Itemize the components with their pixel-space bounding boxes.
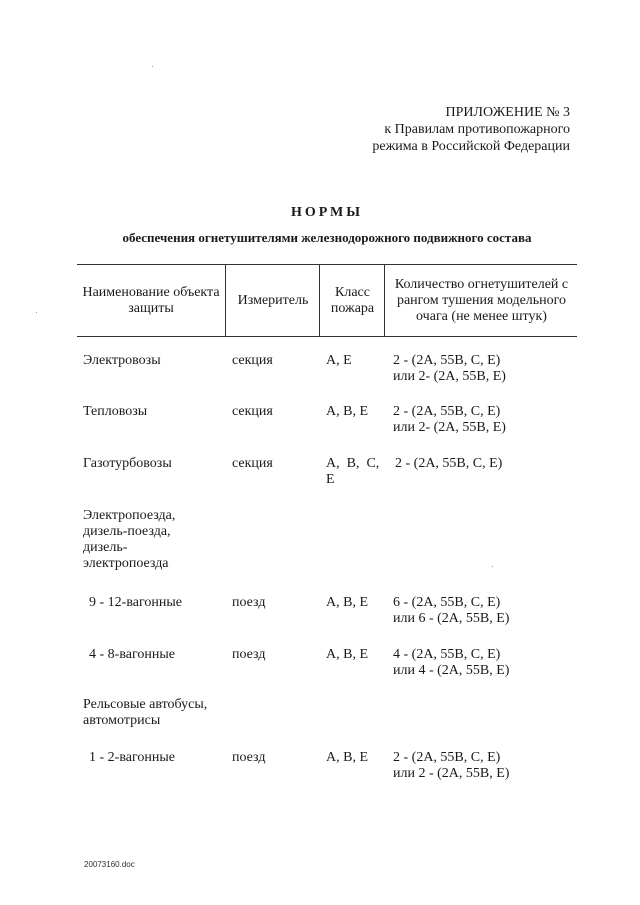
cell-unit: поезд: [232, 595, 266, 610]
cell-object-name: [83, 353, 223, 369]
cell-text: 4 - (2А, 55В, С, Е): [393, 647, 501, 662]
header-quantity-line: (не менее штук): [451, 308, 547, 324]
document-subtitle: обеспечения огнетушителями железнодорожного подвижного состава: [122, 230, 532, 245]
cell-text: А, В, Е: [326, 595, 368, 610]
cell-text: дизель-: [83, 540, 128, 555]
appendix-reference-line2: режима в Российской Федерации: [372, 139, 570, 154]
header-object-name-line: Наименование: [82, 284, 170, 300]
cell-text: 2 - (2А, 55В, С, Е): [395, 456, 503, 471]
cell-text: Газотурбовозы: [83, 456, 172, 471]
appendix-number: ПРИЛОЖЕНИЕ № 3: [445, 105, 570, 120]
cell-text: А, В, Е: [326, 647, 368, 662]
header-unit-line: Измеритель: [237, 292, 309, 308]
cell-quantity: [393, 595, 573, 627]
cell-text: или 2 - (2А, 55В, Е): [393, 766, 510, 781]
scan-speck: [152, 66, 153, 67]
scan-speck: [36, 312, 37, 313]
cell-unit: секция: [232, 404, 273, 419]
file-name-footer: 20073160.doc: [84, 860, 135, 869]
cell-quantity: [393, 353, 573, 385]
norms-table: [77, 264, 577, 781]
cell-object-name: [83, 697, 223, 729]
cell-text: 1 - 2-вагонные: [89, 750, 175, 765]
cell-text: Электропоезда,: [83, 508, 176, 523]
cell-text: Электровозы: [83, 353, 161, 368]
cell-text: А, В, Е: [326, 750, 368, 765]
cell-text: А, В, Е: [326, 404, 368, 419]
cell-object-name: [89, 750, 229, 766]
cell-unit: поезд: [232, 750, 266, 765]
cell-text: Тепловозы: [83, 404, 148, 419]
cell-quantity: [393, 404, 573, 436]
cell-text: автомотрисы: [83, 713, 161, 728]
cell-text: дизель-поезда,: [83, 524, 171, 539]
cell-object-name: [89, 647, 229, 663]
document-title: НОРМЫ: [290, 205, 364, 220]
cell-text: Е: [326, 472, 335, 487]
header-fire-class: [319, 265, 385, 336]
cell-object-name: [83, 508, 223, 572]
cell-text: 2 - (2А, 55В, С, Е): [393, 353, 501, 368]
scan-speck: [492, 566, 493, 567]
header-object-name: [77, 265, 225, 336]
cell-fire-class: [326, 456, 386, 488]
header-fire-class-line: пожара: [330, 300, 375, 316]
cell-text: 9 - 12-вагонные: [89, 595, 182, 610]
cell-unit: секция: [232, 456, 273, 471]
appendix-reference-line1: к Правилам противопожарного: [384, 122, 570, 137]
cell-text: А, В, С,: [326, 456, 380, 471]
header-quantity-line: Количество огнетушителей: [394, 276, 559, 292]
header-unit: [225, 265, 320, 336]
cell-text: 4 - 8-вагонные: [89, 647, 175, 662]
header-quantity-line: с рангом тушения: [396, 276, 569, 308]
cell-text: 2 - (2А, 55В, С, Е): [393, 404, 501, 419]
cell-quantity: [395, 456, 575, 472]
cell-text: 6 - (2А, 55В, С, Е): [393, 595, 501, 610]
cell-text: электропоезда: [83, 556, 169, 571]
cell-text: или 4 - (2А, 55В, Е): [393, 663, 510, 678]
cell-fire-class: [326, 595, 386, 611]
header-extinguisher-quantity: [384, 265, 578, 336]
cell-fire-class: [326, 353, 386, 369]
cell-text: А, Е: [326, 353, 352, 368]
cell-fire-class: [326, 404, 386, 420]
cell-text: или 2- (2А, 55В, Е): [393, 420, 506, 435]
cell-unit: секция: [232, 353, 273, 368]
cell-text: Рельсовые автобусы,: [83, 697, 208, 712]
cell-text: 2 - (2А, 55В, С, Е): [393, 750, 501, 765]
header-quantity-line: модельного очага: [416, 292, 567, 324]
cell-unit: поезд: [232, 647, 266, 662]
cell-text: или 6 - (2А, 55В, Е): [393, 611, 510, 626]
cell-fire-class: [326, 647, 386, 663]
cell-quantity: [393, 647, 573, 679]
table-header: [77, 264, 577, 337]
cell-text: или 2- (2А, 55В, Е): [393, 369, 506, 384]
header-object-name-line: объекта защиты: [128, 284, 220, 316]
appendix-header: [330, 104, 570, 155]
cell-object-name: [83, 456, 223, 472]
cell-object-name: [83, 404, 223, 420]
cell-object-name: [89, 595, 229, 611]
header-fire-class-line: Класс: [335, 284, 370, 300]
cell-fire-class: [326, 750, 386, 766]
cell-quantity: [393, 750, 573, 782]
